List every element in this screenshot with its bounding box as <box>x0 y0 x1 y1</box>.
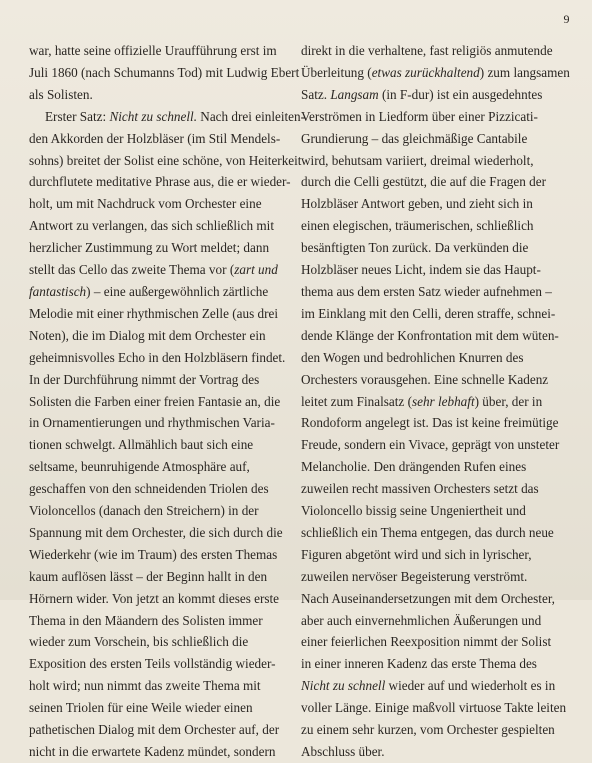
text-run: wieder zum Vorschein, bis schließlich die <box>29 634 249 650</box>
text-run: ) über, der in <box>474 393 543 409</box>
text-run: herzlicher Zustimmung zu Wort meldet; dann <box>29 240 270 256</box>
text-line <box>29 171 291 193</box>
text-run: Wiederkehr (wie im Traum) des ersten Themas <box>29 546 278 562</box>
text-line <box>29 478 291 500</box>
text-run: Melodie mit einer rhythmischen Zelle (aus drei <box>29 305 279 321</box>
text-line <box>301 106 567 128</box>
text-run: stellt das Cello das zweite Thema vor ( <box>29 262 235 278</box>
text-run: Verströmen in Liedform über einer Pizzicati- <box>301 108 538 124</box>
text-run: voller Länge. Einige maßvoll virtuose Takte leiten <box>301 700 567 716</box>
text-run: war, hatte seine offizielle Uraufführung erst im <box>29 43 277 58</box>
text-line <box>29 588 291 610</box>
text-run: den Akkorden der Holzbläser (im Stil Mendels- <box>29 130 281 146</box>
text-line <box>301 456 567 478</box>
text-line <box>29 434 291 456</box>
text-run: zu einem sehr kurzen, vom Orchester gespielten <box>301 722 555 738</box>
text-run: Hörnern wider. Von jetzt an kommt dieses erste <box>29 590 280 606</box>
text-line <box>29 128 291 150</box>
text-line <box>29 303 291 325</box>
text-run: Antwort zu verlangen, das sich schließlich mit <box>29 218 275 234</box>
text-line <box>29 347 291 369</box>
text-line <box>301 215 567 237</box>
italic-text-run: etwas zurückhaltend <box>371 64 480 80</box>
text-line <box>29 215 291 237</box>
text-run: thema aus dem ersten Satz wieder aufnehmen – <box>301 283 552 299</box>
text-run: Melancholie. Den drängenden Rufen eines <box>301 459 527 475</box>
text-run: Holzbläser Antwort geben, und zieht sich in <box>301 196 533 212</box>
text-run: zuweilen nervöser Begeisterung verströmt. <box>301 568 528 584</box>
text-run: Nach drei einleiten- <box>197 108 306 124</box>
text-line <box>301 412 567 434</box>
text-run: nicht in die erwartete Kadenz mündet, sondern <box>29 744 276 759</box>
italic-text-run: fantastisch <box>29 283 87 299</box>
text-line <box>29 522 291 544</box>
text-line <box>301 719 567 741</box>
italic-text-run: zart und <box>234 262 278 278</box>
text-run: Holzbläser neues Licht, indem sie das Haupt- <box>301 262 541 278</box>
text-line <box>29 193 291 215</box>
text-line <box>301 544 567 566</box>
text-line <box>301 500 567 522</box>
text-line <box>301 325 567 347</box>
text-line <box>301 347 567 369</box>
text-run: einen elegischen, träumerischen, schließlich <box>301 218 534 234</box>
text-line <box>301 84 567 106</box>
text-run: Grundierung – das gleichmäßige Cantabile <box>301 130 528 146</box>
text-run: durchflutete meditative Phrase aus, die er wieder- <box>29 174 291 190</box>
text-line <box>29 610 291 632</box>
text-line <box>29 412 291 434</box>
text-run: durch die Celli gestützt, die auf die Fragen der <box>301 174 546 190</box>
text-line <box>29 84 291 106</box>
text-run: wird, behutsam variiert, dreimal wiederholt, <box>301 152 534 168</box>
text-line <box>29 40 291 62</box>
text-run: ) zum langsamen <box>479 64 570 80</box>
text-line <box>301 631 567 653</box>
text-line <box>301 171 567 193</box>
text-line <box>301 281 567 303</box>
text-run: Orchesters vorausgehen. Eine schnelle Kadenz <box>301 371 549 387</box>
text-run: in Ornamentierungen und rhythmischen Varia- <box>29 415 275 431</box>
text-line <box>301 434 567 456</box>
text-run: In der Durchführung nimmt der Vortrag des <box>29 371 260 387</box>
text-run: pathetischen Dialog mit dem Orchester auf, der <box>29 722 280 738</box>
text-line <box>301 40 567 62</box>
italic-text-run: sehr lebhaft <box>411 393 475 409</box>
text-line <box>29 500 291 522</box>
text-line <box>29 259 291 281</box>
text-run: ) – eine außergewöhnlich zärtliche <box>86 283 269 299</box>
text-run: direkt in die verhaltene, fast religiös anmutende <box>301 43 553 58</box>
text-run: aber auch einvernehmlichen Äußerungen und <box>301 612 542 628</box>
text-run: Rondoform angelegt ist. Das ist keine freimütige <box>301 415 559 431</box>
text-line <box>301 259 567 281</box>
text-line <box>29 369 291 391</box>
italic-text-run: Nicht zu schnell. <box>109 108 197 124</box>
text-line <box>29 391 291 413</box>
text-line <box>301 588 567 610</box>
text-run: im Einklang mit den Celli, deren straffe, schnei- <box>301 305 556 321</box>
text-run: Nach Auseinandersetzungen mit dem Orchester, <box>301 590 555 606</box>
italic-text-run: Langsam <box>330 86 379 102</box>
text-run: Juli 1860 (nach Schumanns Tod) mit Ludwig Ebert <box>29 64 300 80</box>
text-run: Freude, sondern ein Vivace, geprägt von unsteter <box>301 437 560 453</box>
text-run: wieder auf und wiederholt es in <box>385 678 556 694</box>
page-number: 9 <box>563 12 570 26</box>
text-line <box>29 62 300 84</box>
text-line <box>29 566 291 588</box>
text-line <box>301 478 567 500</box>
text-line <box>301 128 567 150</box>
text-line <box>301 303 567 325</box>
text-run: einer feierlichen Reexposition nimmt der Solist <box>301 634 552 650</box>
text-line <box>29 544 291 566</box>
text-run: besänftigten Ton zurück. Da verkünden die <box>301 240 529 256</box>
text-line <box>301 237 567 259</box>
text-run: holt wird; nun nimmt das zweite Thema mit <box>29 678 261 694</box>
text-line <box>301 697 567 719</box>
text-run: seltsame, beunruhigende Atmosphäre auf, <box>29 459 250 475</box>
text-run: in einer inneren Kadenz das erste Thema des <box>301 656 537 672</box>
left-column <box>29 40 306 763</box>
text-line <box>301 193 567 215</box>
text-line <box>29 281 291 303</box>
text-line <box>29 719 291 741</box>
text-line <box>301 741 567 763</box>
text-run: Thema in den Mäandern des Solisten immer <box>29 612 263 628</box>
text-run: den Wogen und bedrohlichen Knurren des <box>301 349 524 365</box>
text-run: Exposition des ersten Teils vollständig wieder- <box>29 656 276 672</box>
text-line <box>29 325 291 347</box>
text-line <box>301 391 567 413</box>
text-run: geheimnisvolles Echo in den Holzbläsern findet. <box>29 349 286 365</box>
text-line <box>301 653 567 675</box>
text-line <box>301 522 567 544</box>
text-run: Violoncello bissig seine Ungeniertheit und <box>301 503 526 519</box>
text-line <box>301 369 567 391</box>
text-run: geschaffen von den schneidenden Triolen des <box>29 481 269 497</box>
text-line <box>29 237 291 259</box>
text-line <box>29 653 291 675</box>
text-run: Satz. <box>301 86 331 102</box>
text-run: kaum auflösen lässt – der Beginn hallt in den <box>29 568 268 584</box>
text-run: zuweilen recht massiven Orchesters setzt das <box>301 481 539 497</box>
text-line <box>301 675 567 697</box>
text-run: holt, um mit Nachdruck vom Orchester eine <box>29 196 262 212</box>
text-run: Figuren abgetönt wird und sich in lyrischer, <box>301 546 532 562</box>
text-run: leitet zum Finalsatz ( <box>301 393 412 409</box>
text-run: (in F-dur) ist ein ausgedehntes <box>378 86 543 102</box>
text-run: Violoncellos (danach den Streichern) in der <box>29 503 259 519</box>
text-run: Solisten die Farben einer freien Fantasie an, die <box>29 393 281 409</box>
text-line <box>301 566 567 588</box>
text-run: tionen schwelgt. Allmählich baut sich eine <box>29 437 254 453</box>
text-run: Abschluss über. <box>301 744 385 759</box>
text-run: als Solisten. <box>29 86 93 102</box>
text-line <box>29 675 291 697</box>
text-line <box>29 697 291 719</box>
text-line <box>29 106 306 128</box>
text-run: Überleitung ( <box>301 64 372 80</box>
text-line <box>29 631 291 653</box>
text-line <box>301 62 570 84</box>
text-run: seinen Triolen für eine Weile wieder einen <box>29 700 253 716</box>
right-column <box>301 40 570 763</box>
text-line <box>29 741 291 763</box>
text-line <box>301 150 567 172</box>
text-run: dende Klänge der Konfrontation mit dem wüten- <box>301 327 559 343</box>
text-run: schließlich ein Thema entgegen, das durch neue <box>301 524 554 540</box>
italic-text-run: Nicht zu schnell <box>301 678 386 694</box>
text-run: Spannung mit dem Orchester, die sich durch die <box>29 524 283 540</box>
text-line <box>301 610 567 632</box>
text-run: Noten), die im Dialog mit dem Orchester ein <box>29 327 266 343</box>
text-line <box>29 150 302 172</box>
text-line <box>29 456 291 478</box>
text-run: Erster Satz: <box>45 108 110 124</box>
text-run: sohns) breitet der Solist eine schöne, von Heiterkeit <box>29 152 302 168</box>
